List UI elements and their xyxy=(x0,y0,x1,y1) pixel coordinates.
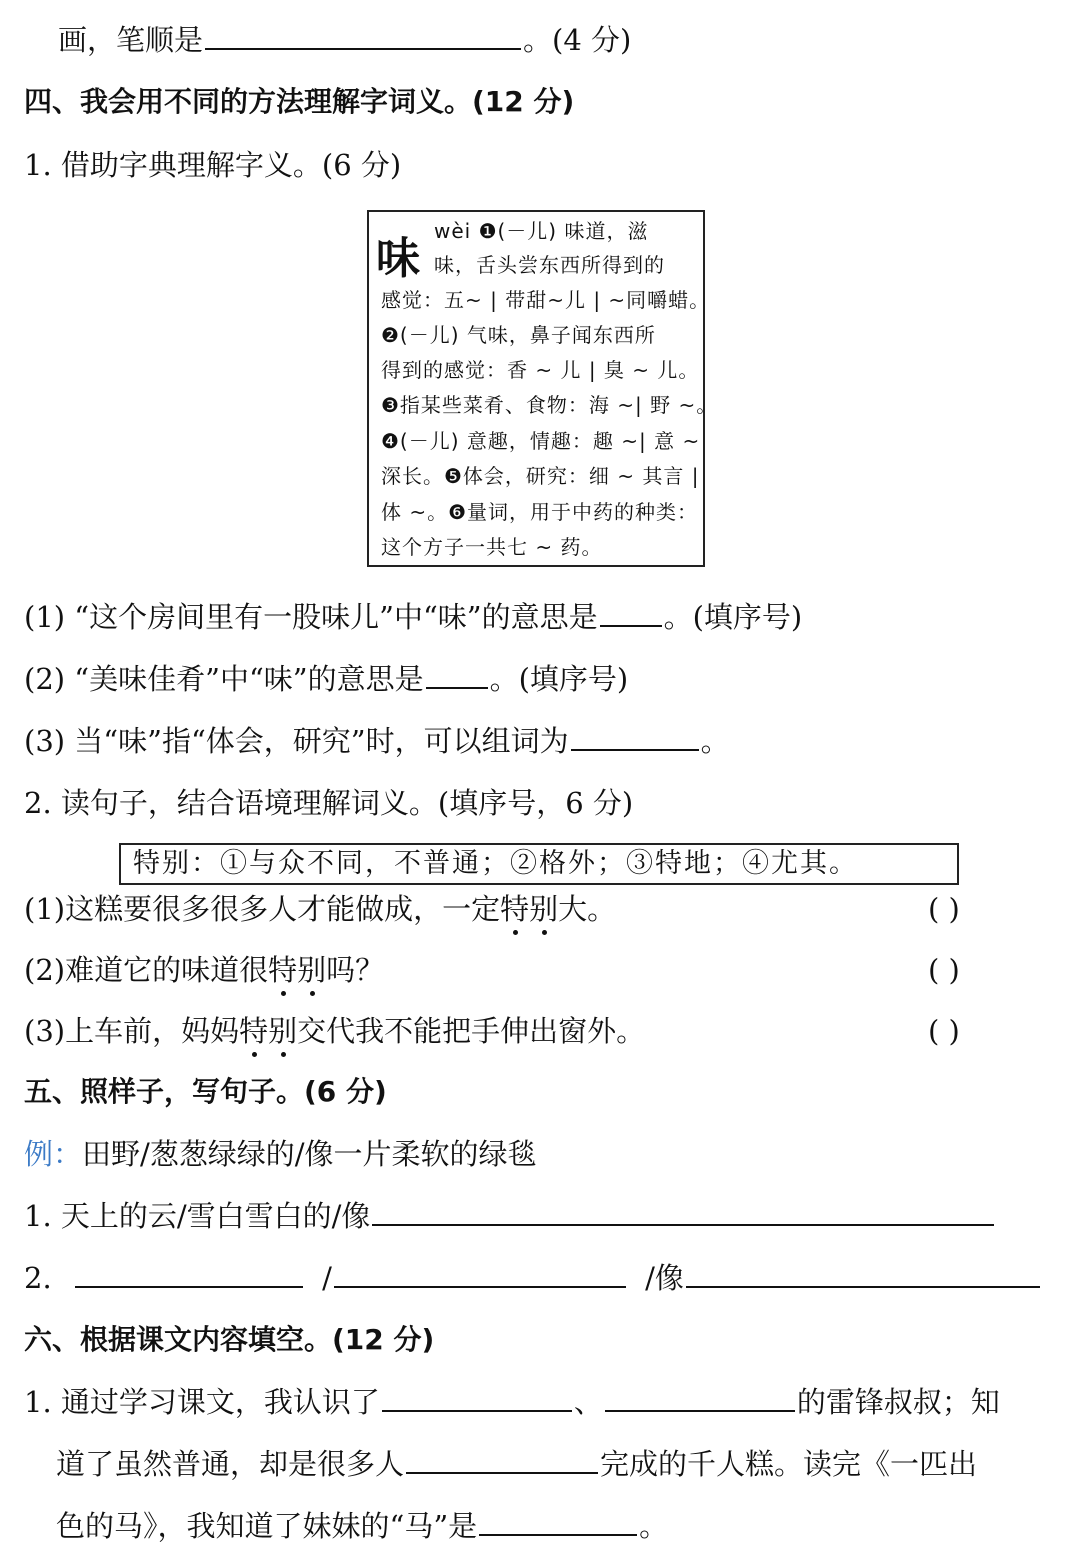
q4-1-item-1 xyxy=(24,597,802,637)
s5-item-2 xyxy=(24,1258,1042,1298)
answer-blank[interactable] xyxy=(334,1260,626,1288)
answer-blank[interactable] xyxy=(571,723,699,751)
tail-text: 画，笔顺是 xyxy=(58,23,204,57)
separator: 、 xyxy=(573,1385,603,1419)
answer-blank[interactable] xyxy=(372,1198,994,1226)
sentence-text: 吗？ xyxy=(326,953,385,987)
item-text: 的雷锋叔叔；知 xyxy=(796,1385,1000,1419)
example-text: 田野/葱葱绿绿的/像一片柔软的绿毯 xyxy=(82,1137,537,1171)
q4-1-item-2 xyxy=(24,659,628,699)
item-text: 1. 天上的云/雪白雪白的/像 xyxy=(24,1199,371,1233)
answer-blank[interactable] xyxy=(479,1508,637,1536)
section5-title: 五、照样子，写句子。(6 分) xyxy=(24,1075,387,1108)
emphasis-char: 特 xyxy=(239,1011,268,1051)
item-text: 道了虽然普通，却是很多人 xyxy=(56,1447,405,1481)
answer-blank[interactable] xyxy=(686,1260,1040,1288)
emphasis-char: 特 xyxy=(500,889,529,929)
answer-blank[interactable] xyxy=(75,1260,303,1288)
dictionary-line: 得到的感觉：香 ~ 儿 | 臭 ~ 儿。 xyxy=(381,358,700,382)
q4-1-item-3 xyxy=(24,721,730,761)
item-text: 色的马》，我知道了妹妹的“马”是 xyxy=(56,1509,478,1543)
item-text: 。 xyxy=(639,1509,669,1543)
tail-score: 。(4 分) xyxy=(523,23,632,57)
example-label: 例： xyxy=(24,1137,83,1171)
dictionary-line: 体 ~。❻量词，用于中药的种类： xyxy=(381,500,699,524)
slash: / xyxy=(322,1261,332,1295)
dictionary-line: 感觉：五~ | 带甜~儿 | ~同嚼蜡。 xyxy=(381,288,711,312)
sentence-2 xyxy=(24,950,384,990)
item-end: 。 xyxy=(700,724,730,758)
answer-blank[interactable] xyxy=(406,1446,598,1474)
definition-box: 特别：①与众不同，不普通；②格外；③特地；④尤其。 xyxy=(119,843,959,885)
s6-line-3 xyxy=(56,1506,668,1546)
dictionary-line: 这个方子一共七 ~ 药。 xyxy=(381,535,603,559)
answer-parentheses[interactable]: ( ) xyxy=(928,953,960,987)
dictionary-line: 深长。❺体会，研究：细 ~ 其言 | xyxy=(381,464,700,488)
previous-question-tail xyxy=(58,20,631,60)
dictionary-line: ❹(－儿) 意趣，情趣：趣 ~| 意 ~ xyxy=(381,429,701,453)
dictionary-line: 味，舌头尝东西所得到的 xyxy=(434,253,665,277)
q4-2-title: 2. 读句子，结合语境理解词义。(填序号，6 分) xyxy=(24,786,634,820)
sentence-text: (2)难道它的味道很 xyxy=(24,953,269,987)
item-end: 。(填序号) xyxy=(663,600,803,634)
dictionary-headword: 味 xyxy=(376,233,420,284)
answer-parentheses[interactable]: ( ) xyxy=(928,892,960,926)
dictionary-line: ❸指某些菜肴、食物：海 ~| 野 ~。 xyxy=(381,393,718,417)
emphasis-char: 别 xyxy=(297,950,326,990)
sentence-text: 大。 xyxy=(558,892,617,926)
slash-xiang: /像 xyxy=(645,1261,684,1295)
item-end: 。(填序号) xyxy=(489,662,629,696)
answer-blank[interactable] xyxy=(382,1384,572,1412)
item-text: 完成的千人糕。读完《一匹出 xyxy=(600,1447,978,1481)
sentence-1 xyxy=(24,889,616,929)
answer-blank[interactable] xyxy=(600,599,662,627)
dictionary-entry-box xyxy=(367,210,718,567)
sentence-text: (3)上车前，妈妈 xyxy=(24,1014,240,1048)
section6-title: 六、根据课文内容填空。(12 分) xyxy=(24,1323,435,1356)
sentence-text: 交代我不能把手伸出窗外。 xyxy=(297,1014,646,1048)
emphasis-char: 别 xyxy=(529,889,558,929)
s6-line-2 xyxy=(56,1444,977,1484)
dictionary-line: wèi ❶(－儿) 味道，滋 xyxy=(434,219,649,243)
answer-blank[interactable] xyxy=(205,22,521,50)
item-text: (1) “这个房间里有一股味儿”中“味”的意思是 xyxy=(24,600,598,634)
emphasis-char: 特 xyxy=(268,950,297,990)
s5-item-1 xyxy=(24,1196,996,1236)
item-text: (2) “美味佳肴”中“味”的意思是 xyxy=(24,662,424,696)
s6-line-1 xyxy=(24,1382,1000,1422)
section4-title: 四、我会用不同的方法理解字词义。(12 分) xyxy=(24,85,575,118)
item-text: (3) 当“味”指“体会，研究”时，可以组词为 xyxy=(24,724,569,758)
item-text: 1. 通过学习课文，我认识了 xyxy=(24,1385,380,1419)
answer-blank[interactable] xyxy=(426,661,488,689)
sentence-3 xyxy=(24,1011,645,1051)
example-line xyxy=(24,1134,537,1174)
sentence-text: (1)这糕要很多很多人才能做成，一定 xyxy=(24,892,501,926)
dictionary-line: ❷(－儿) 气味，鼻子闻东西所 xyxy=(381,323,656,347)
q4-1-title: 1. 借助字典理解字义。(6 分) xyxy=(24,148,402,182)
answer-blank[interactable] xyxy=(605,1384,795,1412)
answer-parentheses[interactable]: ( ) xyxy=(928,1014,960,1048)
emphasis-char: 别 xyxy=(268,1011,297,1051)
item-num: 2. xyxy=(24,1261,52,1295)
